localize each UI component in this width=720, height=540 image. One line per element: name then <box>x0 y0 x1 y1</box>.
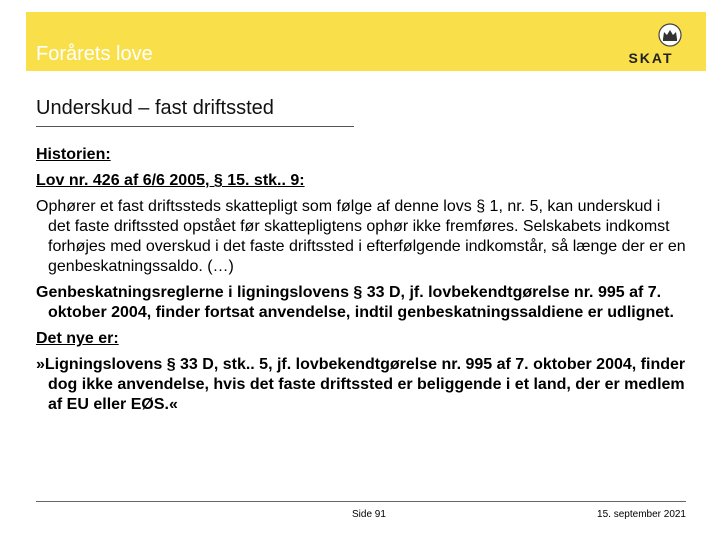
footer-date: 15. september 2021 <box>597 509 686 520</box>
paragraph-3: »Ligningslovens § 33 D, stk.. 5, jf. lovbekendtgørelse nr. 995 af 7. oktober 2004, finder dog ikke anvendelse, hvis det faste driftssted er beliggende i et land, der er medlem af EU eller EØS.« <box>36 356 686 413</box>
law-reference: Lov nr. 426 af 6/6 2005, § 15. stk.. 9: <box>36 172 305 189</box>
skat-logo <box>616 20 686 68</box>
section-title: Underskud – fast driftssted <box>36 97 274 119</box>
page-number: Side 91 <box>352 509 386 520</box>
paragraph-2: Genbeskatningsreglerne i ligningslovens § 33 D, jf. lovbekendtgørelse nr. 995 af 7. oktober 2004, finder fortsat anvendelse, indtil genbeskatningssaldiene er udlignet. <box>36 284 674 321</box>
footer-divider <box>36 501 686 502</box>
content-body <box>36 145 686 415</box>
header-banner <box>26 12 706 71</box>
paragraph-1: Ophører et fast driftssteds skattepligt som følge af denne lovs § 1, nr. 5, kan underskud i det faste driftssted opstået før skattepligtens ophør ikke fremføres. Selskabets indkomst forhøjes med overskud i det faste driftssted i efterfølgende indkomstår, så længe der er en genbeskatningssaldo. (…) <box>36 198 686 275</box>
heading-history: Historien: <box>36 146 111 163</box>
header-title: Forårets love <box>36 43 153 65</box>
logo-text: SKAT <box>628 50 674 66</box>
heading-new: Det nye er: <box>36 330 119 347</box>
crown-icon <box>616 20 686 50</box>
title-divider <box>36 126 354 127</box>
